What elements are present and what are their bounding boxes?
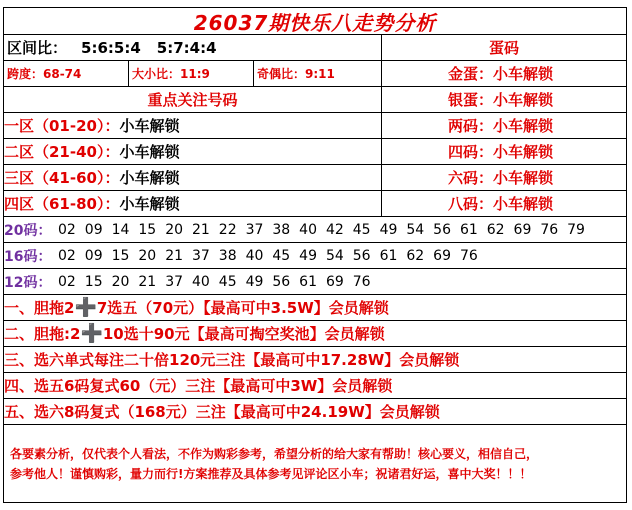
plan-text: 二、胆拖:2: [4, 325, 81, 343]
lottery-number: 21: [165, 247, 184, 264]
size-stat: 大小比：11:9: [129, 61, 254, 86]
code-cell: [4, 269, 626, 294]
lottery-number: 40: [299, 221, 317, 238]
plan-cell: [4, 321, 626, 346]
zone-label: 一区（01-20）：: [4, 117, 120, 135]
code-cell: [4, 243, 626, 268]
disclaimer-footer: [4, 432, 626, 502]
egg-value: 小车解锁: [493, 195, 554, 213]
plan-cell: [4, 295, 626, 320]
page-title: 26037期快乐八走势分析: [193, 10, 437, 34]
focus-header: 重点关注号码: [4, 87, 382, 112]
egg-value: 小车解锁: [493, 169, 554, 187]
plus-icon: ➕: [74, 297, 97, 318]
plan-row-1: [4, 295, 626, 321]
lottery-number: 37: [191, 247, 210, 264]
number-list: [58, 274, 380, 290]
lottery-number: 54: [406, 221, 425, 238]
plus-icon: ➕: [80, 323, 103, 344]
lottery-number: 79: [567, 221, 585, 238]
code-label: 20码：: [4, 222, 52, 239]
lottery-number: 49: [379, 221, 398, 238]
plan-text: 四、选五6码复式60（元）三注【最高可中3W】会员解锁: [4, 377, 393, 395]
egg-row-two: [382, 113, 626, 138]
egg-row-six: [382, 165, 626, 190]
lottery-number: 09: [84, 247, 103, 264]
plan-text: 一、胆拖2: [4, 299, 75, 317]
plan-cell: [4, 399, 626, 424]
code-row-20: [4, 217, 626, 243]
lottery-number: 02: [58, 273, 76, 290]
lottery-number: 62: [486, 221, 505, 238]
lottery-number: 76: [540, 221, 559, 238]
zone-cell: [4, 165, 382, 190]
egg-label: 银蛋：: [448, 91, 494, 109]
lottery-number: 54: [325, 247, 344, 264]
disclaimer-line-2: 参考他人！谨慎购彩，量力而行!方案推荐及具体参考见评论区小车；祝诸君好运，喜中大奖！！！: [10, 467, 532, 481]
lottery-number: 20: [111, 273, 130, 290]
lottery-number: 61: [459, 221, 478, 238]
lottery-number: 21: [191, 221, 210, 238]
lottery-number: 69: [325, 273, 344, 290]
lottery-number: 14: [111, 221, 130, 238]
plan-cell: [4, 373, 626, 398]
egg-label: 金蛋：: [448, 65, 494, 83]
lottery-number: 15: [138, 221, 157, 238]
lottery-number: 15: [111, 247, 130, 264]
plan-row-4: [4, 373, 626, 399]
zone-value: 小车解锁: [119, 169, 180, 187]
code-label: 12码：: [4, 274, 52, 291]
lottery-number: 40: [191, 273, 210, 290]
analysis-sheet: [3, 7, 627, 503]
lottery-number: 45: [352, 221, 371, 238]
lottery-number: 69: [433, 247, 451, 264]
lottery-number: 56: [352, 247, 371, 264]
code-row-16: [4, 243, 626, 269]
ratio-value-1: 5:6:5:4: [81, 38, 141, 57]
zone-value: 小车解锁: [119, 195, 180, 213]
egg-value: 小车解锁: [493, 117, 554, 135]
lottery-number: 38: [218, 247, 237, 264]
zone-value: 小车解锁: [119, 117, 180, 135]
lottery-number: 49: [245, 273, 264, 290]
ratio-label: 区间比：: [7, 39, 68, 57]
lottery-number: 02: [58, 247, 76, 264]
egg-row-gold: [382, 61, 626, 86]
lottery-number: 42: [325, 221, 344, 238]
parity-stat: 奇偶比：9:11: [254, 61, 382, 86]
zone-row-4: [4, 191, 626, 217]
zone-cell: [4, 191, 382, 216]
number-list: [58, 248, 487, 264]
egg-value: 小车解锁: [493, 91, 554, 109]
zone-row-3: [4, 165, 626, 191]
zone-cell: [4, 113, 382, 138]
lottery-number: 56: [272, 273, 291, 290]
egg-label: 八码：: [448, 195, 494, 213]
ratio-cell: [4, 35, 382, 60]
egg-label: 两码：: [448, 117, 494, 135]
zone-row-2: [4, 139, 626, 165]
plan-text: 三、选六单式每注二十倍120元三注【最高可中17.28W】会员解锁: [4, 351, 460, 369]
lottery-number: 61: [299, 273, 317, 290]
egg-label: 四码：: [448, 143, 494, 161]
zone-label: 二区（21-40）：: [4, 143, 120, 161]
lottery-number: 09: [84, 221, 103, 238]
lottery-number: 61: [379, 247, 398, 264]
zone-row-1: [4, 113, 626, 139]
focus-row: [4, 87, 626, 113]
egg-value: 小车解锁: [493, 143, 554, 161]
lottery-number: 37: [245, 221, 264, 238]
number-list: [58, 222, 594, 238]
stats-row: [4, 61, 626, 87]
code-row-12: [4, 269, 626, 295]
span-stat: 跨度：68-74: [4, 61, 129, 86]
egg-row-four: [382, 139, 626, 164]
lottery-number: 38: [272, 221, 291, 238]
lottery-number: 45: [272, 247, 291, 264]
lottery-number: 56: [433, 221, 451, 238]
lottery-number: 40: [245, 247, 264, 264]
plan-row-5: [4, 399, 626, 425]
lottery-number: 20: [138, 247, 157, 264]
lottery-number: 76: [352, 273, 371, 290]
lottery-number: 21: [138, 273, 157, 290]
lottery-number: 69: [513, 221, 532, 238]
egg-row-silver: [382, 87, 626, 112]
code-cell: [4, 217, 626, 242]
plan-text-rest: 10选十90元【最高可掏空奖池】会员解锁: [102, 325, 385, 343]
egg-row-eight: [382, 191, 626, 216]
plan-row-2: [4, 321, 626, 347]
plan-text-rest: 7选五（70元）【最高可中3.5W】会员解锁: [96, 299, 389, 317]
ratio-row: [4, 35, 626, 61]
code-label: 16码：: [4, 248, 52, 265]
lottery-number: 02: [58, 221, 76, 238]
zone-label: 四区（61-80）：: [4, 195, 120, 213]
ratio-value-2: 5:7:4:4: [156, 38, 217, 57]
title-row: [4, 8, 626, 35]
lottery-number: 49: [299, 247, 317, 264]
zone-cell: [4, 139, 382, 164]
zone-value: 小车解锁: [119, 143, 180, 161]
zone-label: 三区（41-60）：: [4, 169, 120, 187]
lottery-number: 22: [218, 221, 237, 238]
plan-text: 五、选六8码复式（168元）三注【最高可中24.19W】会员解锁: [4, 403, 440, 421]
egg-value: 小车解锁: [493, 65, 554, 83]
lottery-number: 20: [165, 221, 184, 238]
disclaimer-line-1: 各要素分析，仅代表个人看法，不作为购彩参考，希望分析的给大家有帮助！核心要义，相信自己，: [10, 447, 539, 461]
lottery-number: 76: [459, 247, 478, 264]
dan-header: 蛋码: [488, 39, 519, 57]
lottery-number: 45: [218, 273, 237, 290]
plan-row-3: [4, 347, 626, 373]
lottery-number: 37: [165, 273, 184, 290]
lottery-number: 15: [84, 273, 103, 290]
lottery-number: 62: [406, 247, 425, 264]
plan-cell: [4, 347, 626, 372]
egg-label: 六码：: [448, 169, 494, 187]
